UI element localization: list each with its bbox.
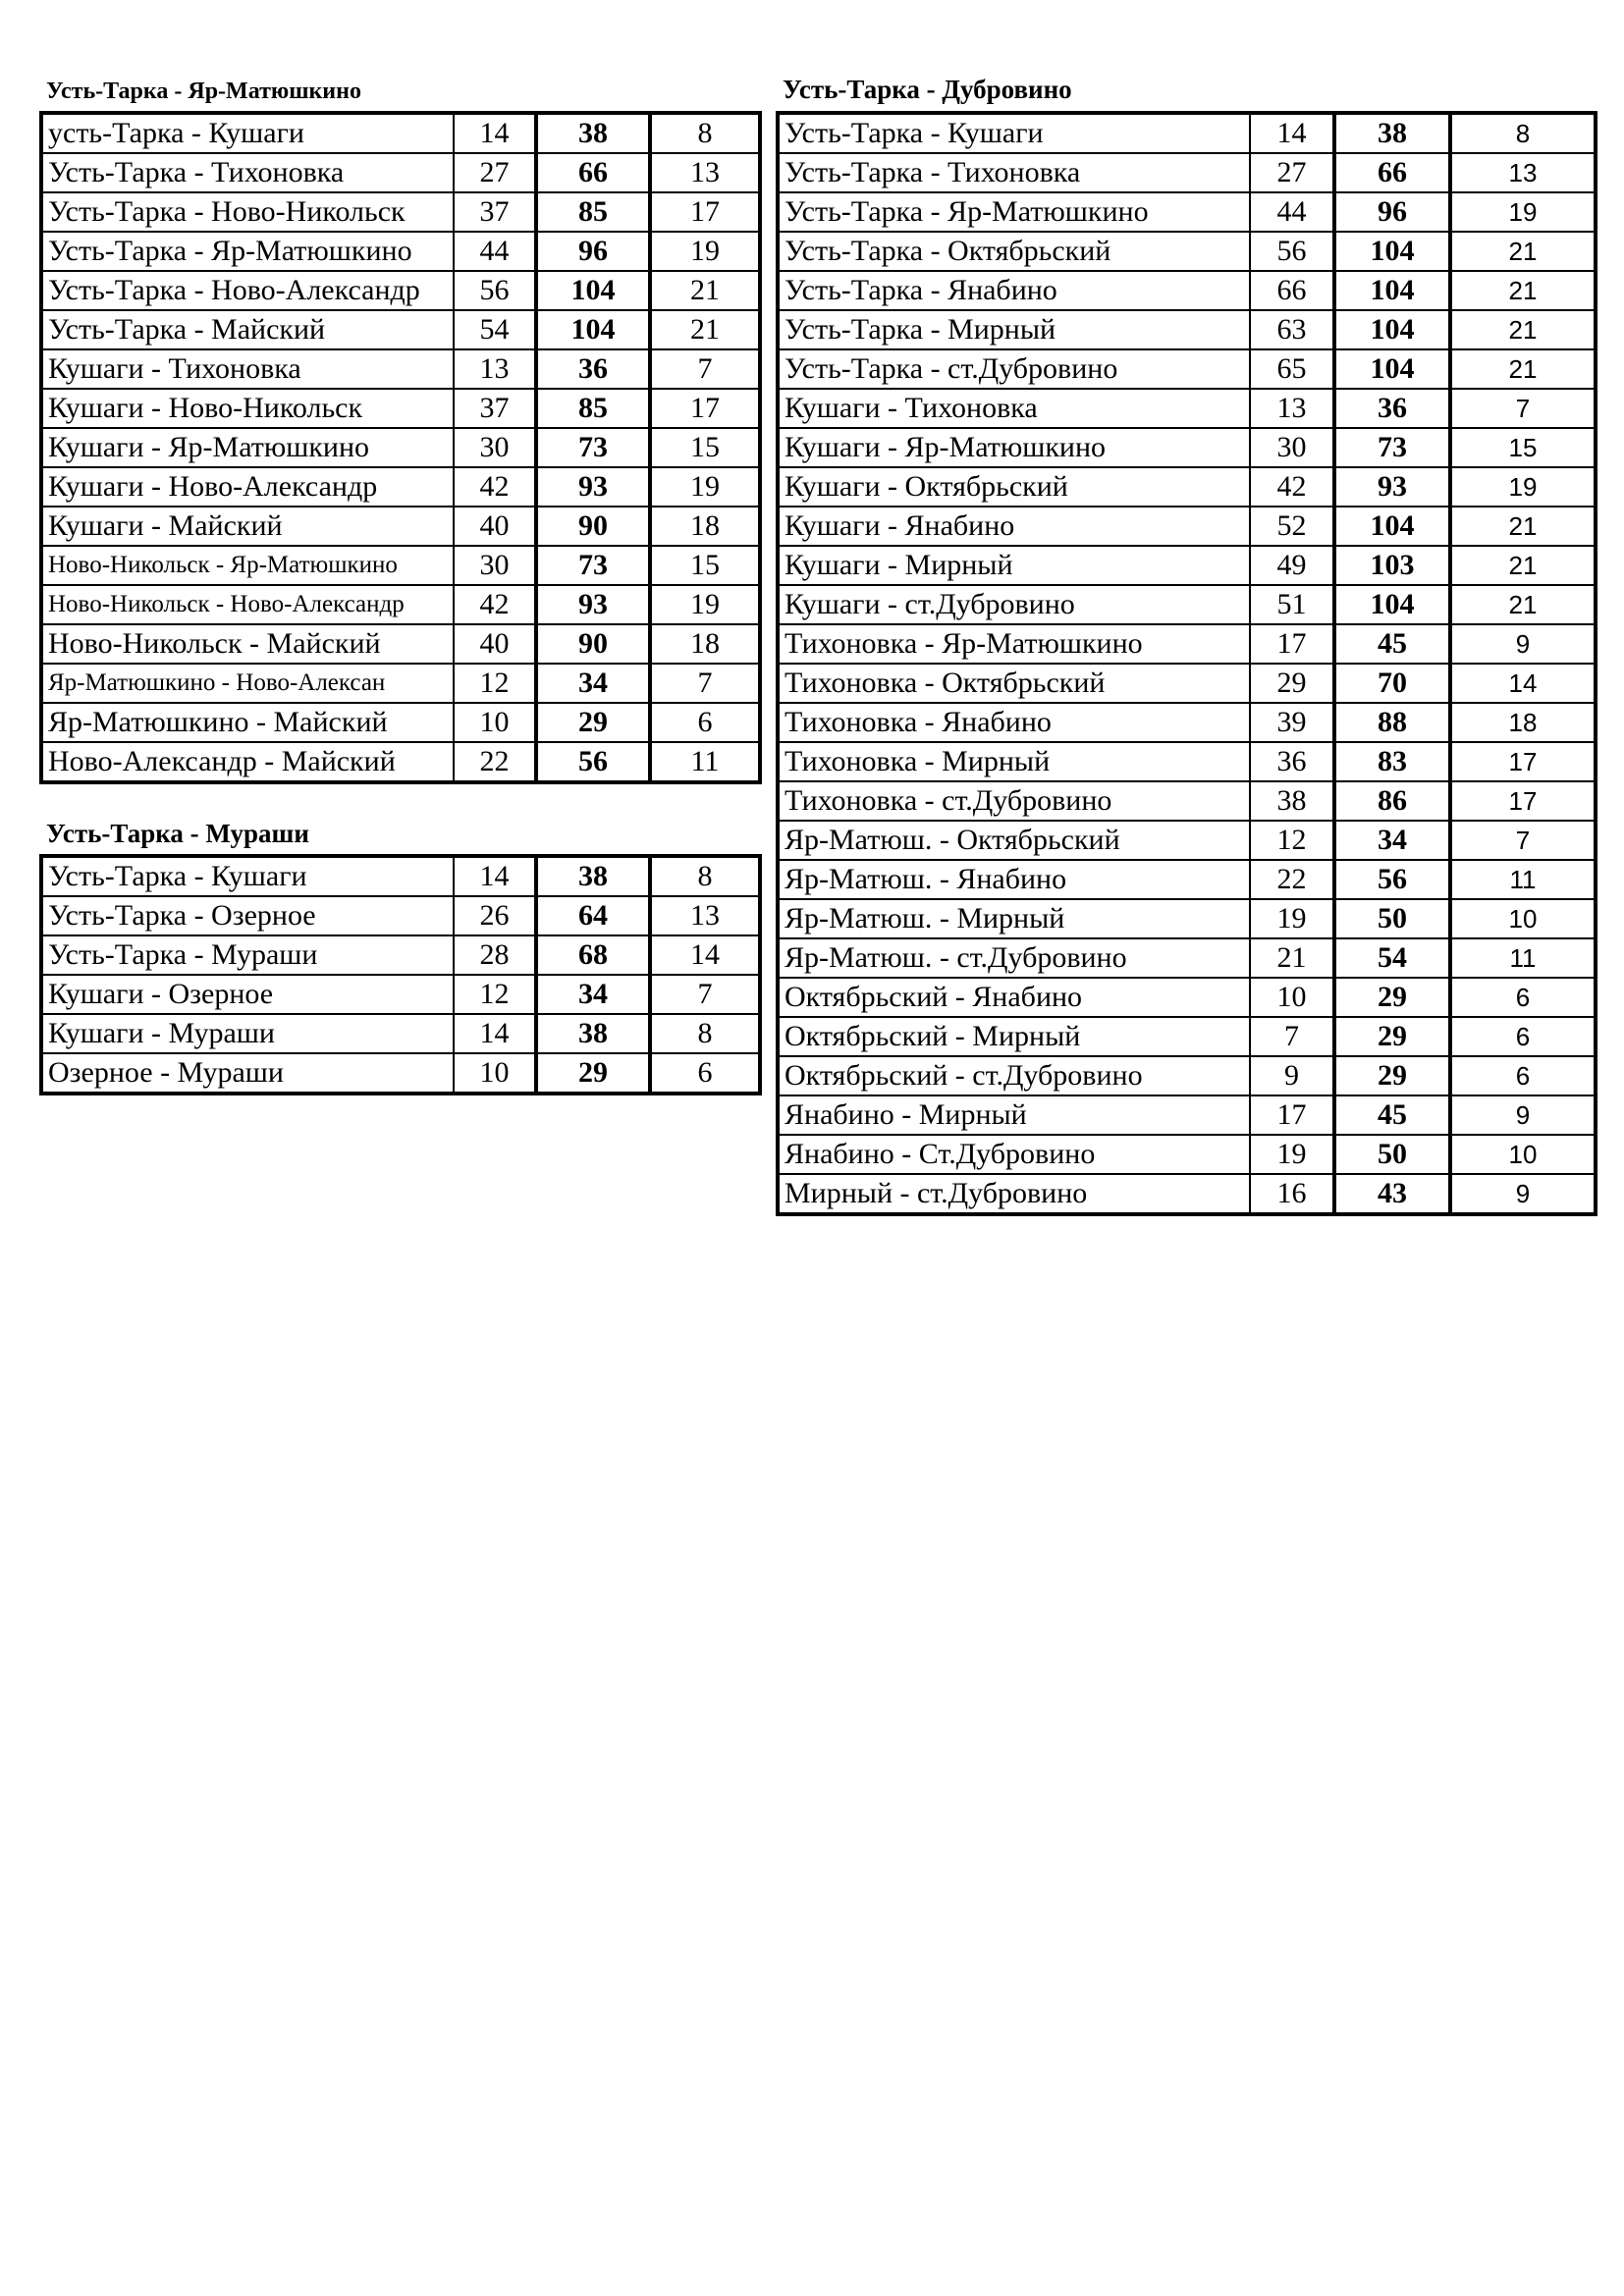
fare-cell: 36 — [1334, 389, 1450, 428]
child-fare-cell: 18 — [1450, 703, 1596, 742]
route-cell: Янабино - Ст.Дубровино — [778, 1135, 1250, 1174]
child-fare-cell: 21 — [1450, 310, 1596, 349]
route-cell: Тихоновка - Яр-Матюшкино — [778, 624, 1250, 664]
route-cell: Ново-Никольск - Яр-Матюшкино — [41, 546, 454, 585]
distance-km-cell: 17 — [1250, 624, 1334, 664]
route-cell: Яр-Матюшкино - Майский — [41, 703, 454, 742]
table-row — [41, 192, 760, 232]
child-fare-cell: 7 — [650, 664, 760, 703]
fare-cell: 73 — [536, 546, 650, 585]
distance-km-cell: 37 — [454, 389, 536, 428]
child-fare-cell: 9 — [1450, 1095, 1596, 1135]
fare-cell: 29 — [1334, 1056, 1450, 1095]
fare-cell: 90 — [536, 624, 650, 664]
fare-cell: 29 — [536, 1053, 650, 1094]
fare-cell: 54 — [1334, 938, 1450, 978]
child-fare-cell: 7 — [1450, 821, 1596, 860]
fare-cell: 34 — [536, 975, 650, 1014]
fare-cell: 104 — [1334, 585, 1450, 624]
table-row — [778, 1095, 1596, 1135]
route-cell: Кушаги - Яр-Матюшкино — [778, 428, 1250, 467]
table-row — [41, 507, 760, 546]
child-fare-cell: 17 — [650, 389, 760, 428]
distance-km-cell: 14 — [454, 113, 536, 153]
fare-cell: 104 — [536, 310, 650, 349]
child-fare-cell: 7 — [1450, 389, 1596, 428]
child-fare-cell: 17 — [1450, 781, 1596, 821]
distance-km-cell: 12 — [454, 975, 536, 1014]
route-cell: Кушаги - Ново-Александр — [41, 467, 454, 507]
distance-km-cell: 56 — [1250, 232, 1334, 271]
distance-km-cell: 51 — [1250, 585, 1334, 624]
table-title-murashi: Усть-Тарка - Мураши — [46, 819, 309, 848]
table-row — [778, 781, 1596, 821]
child-fare-cell: 9 — [1450, 624, 1596, 664]
distance-km-cell: 14 — [454, 1014, 536, 1053]
fare-cell: 50 — [1334, 1135, 1450, 1174]
distance-km-cell: 14 — [454, 856, 536, 896]
distance-km-cell: 63 — [1250, 310, 1334, 349]
fare-cell: 45 — [1334, 624, 1450, 664]
child-fare-cell: 15 — [1450, 428, 1596, 467]
table-row — [778, 938, 1596, 978]
route-cell: Кушаги - Янабино — [778, 507, 1250, 546]
distance-km-cell: 7 — [1250, 1017, 1334, 1056]
route-cell: Усть-Тарка - Мирный — [778, 310, 1250, 349]
table-row — [778, 389, 1596, 428]
route-cell: Ново-Александр - Майский — [41, 742, 454, 782]
child-fare-cell: 15 — [650, 428, 760, 467]
table-row — [778, 899, 1596, 938]
table-row — [778, 703, 1596, 742]
fare-cell: 38 — [536, 113, 650, 153]
table-row — [41, 856, 760, 896]
table-row — [41, 1014, 760, 1053]
child-fare-cell: 14 — [1450, 664, 1596, 703]
table-row — [41, 742, 760, 782]
route-cell: усть-Тарка - Кушаги — [41, 113, 454, 153]
table-title-dubrovino: Усть-Тарка - Дубровино — [783, 75, 1072, 104]
fare-cell: 73 — [1334, 428, 1450, 467]
table-row — [778, 153, 1596, 192]
table-row — [41, 389, 760, 428]
distance-km-cell: 49 — [1250, 546, 1334, 585]
fare-cell: 86 — [1334, 781, 1450, 821]
child-fare-cell: 21 — [1450, 271, 1596, 310]
fare-cell: 104 — [1334, 310, 1450, 349]
fare-cell: 38 — [1334, 113, 1450, 153]
distance-km-cell: 52 — [1250, 507, 1334, 546]
distance-km-cell: 44 — [454, 232, 536, 271]
route-cell: Усть-Тарка - Озерное — [41, 896, 454, 935]
table-row — [778, 271, 1596, 310]
table-row — [778, 664, 1596, 703]
child-fare-cell: 8 — [650, 856, 760, 896]
route-cell: Усть-Тарка - Ново-Никольск — [41, 192, 454, 232]
fare-cell: 90 — [536, 507, 650, 546]
child-fare-cell: 21 — [650, 271, 760, 310]
route-cell: Яр-Матюш. - Янабино — [778, 860, 1250, 899]
fare-table-dubrovino — [776, 111, 1597, 1216]
distance-km-cell: 22 — [1250, 860, 1334, 899]
distance-km-cell: 40 — [454, 507, 536, 546]
fare-cell: 29 — [536, 703, 650, 742]
child-fare-cell: 21 — [1450, 507, 1596, 546]
child-fare-cell: 11 — [1450, 860, 1596, 899]
fare-cell: 104 — [1334, 232, 1450, 271]
fare-cell: 104 — [1334, 271, 1450, 310]
distance-km-cell: 42 — [454, 467, 536, 507]
table-row — [778, 1174, 1596, 1214]
route-cell: Янабино - Мирный — [778, 1095, 1250, 1135]
child-fare-cell: 18 — [650, 624, 760, 664]
table-row — [41, 349, 760, 389]
child-fare-cell: 19 — [1450, 467, 1596, 507]
distance-km-cell: 30 — [454, 428, 536, 467]
fare-cell: 93 — [536, 467, 650, 507]
table-row — [41, 703, 760, 742]
distance-km-cell: 27 — [1250, 153, 1334, 192]
child-fare-cell: 11 — [650, 742, 760, 782]
fare-cell: 70 — [1334, 664, 1450, 703]
table-row — [778, 860, 1596, 899]
route-cell: Усть-Тарка - Тихоновка — [778, 153, 1250, 192]
table-row — [41, 1053, 760, 1094]
route-cell: Кушаги - Ново-Никольск — [41, 389, 454, 428]
fare-cell: 50 — [1334, 899, 1450, 938]
child-fare-cell: 17 — [1450, 742, 1596, 781]
child-fare-cell: 8 — [1450, 113, 1596, 153]
fare-table-murashi — [39, 854, 762, 1095]
fare-cell: 66 — [1334, 153, 1450, 192]
fare-cell: 93 — [1334, 467, 1450, 507]
table-row — [41, 624, 760, 664]
distance-km-cell: 40 — [454, 624, 536, 664]
distance-km-cell: 12 — [1250, 821, 1334, 860]
table-row — [41, 896, 760, 935]
child-fare-cell: 19 — [650, 585, 760, 624]
child-fare-cell: 7 — [650, 349, 760, 389]
fare-cell: 73 — [536, 428, 650, 467]
distance-km-cell: 21 — [1250, 938, 1334, 978]
table-row — [778, 624, 1596, 664]
fare-cell: 66 — [536, 153, 650, 192]
fare-cell: 68 — [536, 935, 650, 975]
distance-km-cell: 17 — [1250, 1095, 1334, 1135]
fare-cell: 96 — [536, 232, 650, 271]
fare-cell: 29 — [1334, 978, 1450, 1017]
distance-km-cell: 38 — [1250, 781, 1334, 821]
child-fare-cell: 6 — [650, 703, 760, 742]
route-cell: Усть-Тарка - Мураши — [41, 935, 454, 975]
distance-km-cell: 42 — [454, 585, 536, 624]
route-cell: Усть-Тарка - Кушаги — [778, 113, 1250, 153]
child-fare-cell: 10 — [1450, 1135, 1596, 1174]
table-row — [41, 546, 760, 585]
child-fare-cell: 17 — [650, 192, 760, 232]
child-fare-cell: 13 — [650, 153, 760, 192]
table-row — [41, 428, 760, 467]
table-title-yar-matyushkino: Усть-Тарка - Яр-Матюшкино — [46, 79, 361, 104]
distance-km-cell: 12 — [454, 664, 536, 703]
table-row — [778, 310, 1596, 349]
fare-cell: 38 — [536, 856, 650, 896]
child-fare-cell: 8 — [650, 113, 760, 153]
route-cell: Яр-Матюш. - Мирный — [778, 899, 1250, 938]
route-cell: Озерное - Мураши — [41, 1053, 454, 1094]
fare-cell: 104 — [1334, 349, 1450, 389]
table-row — [41, 153, 760, 192]
distance-km-cell: 16 — [1250, 1174, 1334, 1214]
distance-km-cell: 37 — [454, 192, 536, 232]
distance-km-cell: 22 — [454, 742, 536, 782]
route-cell: Октябрьский - ст.Дубровино — [778, 1056, 1250, 1095]
route-cell: Усть-Тарка - Майский — [41, 310, 454, 349]
distance-km-cell: 36 — [1250, 742, 1334, 781]
child-fare-cell: 6 — [1450, 978, 1596, 1017]
table-row — [41, 467, 760, 507]
route-cell: Усть-Тарка - Яр-Матюшкино — [41, 232, 454, 271]
child-fare-cell: 13 — [1450, 153, 1596, 192]
table-row — [778, 467, 1596, 507]
distance-km-cell: 10 — [1250, 978, 1334, 1017]
distance-km-cell: 27 — [454, 153, 536, 192]
table-row — [41, 585, 760, 624]
child-fare-cell: 9 — [1450, 1174, 1596, 1214]
fare-cell: 34 — [536, 664, 650, 703]
child-fare-cell: 6 — [650, 1053, 760, 1094]
route-cell: Усть-Тарка - Тихоновка — [41, 153, 454, 192]
route-cell: Кушаги - Тихоновка — [778, 389, 1250, 428]
route-cell: Яр-Матюш. - Октябрьский — [778, 821, 1250, 860]
route-cell: Кушаги - ст.Дубровино — [778, 585, 1250, 624]
fare-cell: 83 — [1334, 742, 1450, 781]
child-fare-cell: 8 — [650, 1014, 760, 1053]
child-fare-cell: 21 — [1450, 585, 1596, 624]
route-cell: Кушаги - Майский — [41, 507, 454, 546]
distance-km-cell: 42 — [1250, 467, 1334, 507]
fare-cell: 96 — [1334, 192, 1450, 232]
table-row — [778, 1056, 1596, 1095]
child-fare-cell: 18 — [650, 507, 760, 546]
fare-cell: 56 — [1334, 860, 1450, 899]
table-row — [41, 113, 760, 153]
distance-km-cell: 56 — [454, 271, 536, 310]
distance-km-cell: 9 — [1250, 1056, 1334, 1095]
route-cell: Кушаги - Яр-Матюшкино — [41, 428, 454, 467]
distance-km-cell: 14 — [1250, 113, 1334, 153]
fare-cell: 93 — [536, 585, 650, 624]
route-cell: Усть-Тарка - Яр-Матюшкино — [778, 192, 1250, 232]
child-fare-cell: 21 — [1450, 232, 1596, 271]
child-fare-cell: 19 — [1450, 192, 1596, 232]
child-fare-cell: 19 — [650, 467, 760, 507]
distance-km-cell: 19 — [1250, 1135, 1334, 1174]
child-fare-cell: 10 — [1450, 899, 1596, 938]
child-fare-cell: 7 — [650, 975, 760, 1014]
table-row — [778, 349, 1596, 389]
child-fare-cell: 21 — [1450, 349, 1596, 389]
distance-km-cell: 19 — [1250, 899, 1334, 938]
distance-km-cell: 30 — [454, 546, 536, 585]
child-fare-cell: 21 — [1450, 546, 1596, 585]
route-cell: Усть-Тарка - Октябрьский — [778, 232, 1250, 271]
fare-cell: 45 — [1334, 1095, 1450, 1135]
distance-km-cell: 13 — [454, 349, 536, 389]
table-row — [41, 975, 760, 1014]
distance-km-cell: 13 — [1250, 389, 1334, 428]
table-row — [778, 546, 1596, 585]
route-cell: Тихоновка - ст.Дубровино — [778, 781, 1250, 821]
fare-cell: 43 — [1334, 1174, 1450, 1214]
fare-cell: 56 — [536, 742, 650, 782]
table-row — [778, 1017, 1596, 1056]
route-cell: Усть-Тарка - Кушаги — [41, 856, 454, 896]
fare-cell: 85 — [536, 192, 650, 232]
route-cell: Кушаги - Тихоновка — [41, 349, 454, 389]
table-row — [41, 310, 760, 349]
fare-cell: 104 — [1334, 507, 1450, 546]
table-row — [778, 1135, 1596, 1174]
distance-km-cell: 44 — [1250, 192, 1334, 232]
route-cell: Кушаги - Мураши — [41, 1014, 454, 1053]
route-cell: Октябрьский - Мирный — [778, 1017, 1250, 1056]
distance-km-cell: 66 — [1250, 271, 1334, 310]
child-fare-cell: 13 — [650, 896, 760, 935]
distance-km-cell: 54 — [454, 310, 536, 349]
child-fare-cell: 19 — [650, 232, 760, 271]
distance-km-cell: 65 — [1250, 349, 1334, 389]
table-row — [778, 232, 1596, 271]
distance-km-cell: 29 — [1250, 664, 1334, 703]
route-cell: Октябрьский - Янабино — [778, 978, 1250, 1017]
route-cell: Мирный - ст.Дубровино — [778, 1174, 1250, 1214]
fare-cell: 29 — [1334, 1017, 1450, 1056]
route-cell: Тихоновка - Октябрьский — [778, 664, 1250, 703]
route-cell: Кушаги - Озерное — [41, 975, 454, 1014]
route-cell: Усть-Тарка - ст.Дубровино — [778, 349, 1250, 389]
table-row — [778, 742, 1596, 781]
distance-km-cell: 30 — [1250, 428, 1334, 467]
table-row — [41, 232, 760, 271]
child-fare-cell: 14 — [650, 935, 760, 975]
fare-cell: 104 — [536, 271, 650, 310]
table-row — [778, 585, 1596, 624]
fare-cell: 38 — [536, 1014, 650, 1053]
route-cell: Тихоновка - Мирный — [778, 742, 1250, 781]
table-row — [778, 978, 1596, 1017]
route-cell: Усть-Тарка - Ново-Александр — [41, 271, 454, 310]
distance-km-cell: 39 — [1250, 703, 1334, 742]
table-row — [778, 192, 1596, 232]
fare-table-yar-matyushkino — [39, 111, 762, 784]
route-cell: Кушаги - Октябрьский — [778, 467, 1250, 507]
route-cell: Яр-Матюшкино - Ново-Алексан — [41, 664, 454, 703]
child-fare-cell: 15 — [650, 546, 760, 585]
child-fare-cell: 21 — [650, 310, 760, 349]
child-fare-cell: 6 — [1450, 1056, 1596, 1095]
table-row — [778, 113, 1596, 153]
fare-cell: 103 — [1334, 546, 1450, 585]
child-fare-cell: 6 — [1450, 1017, 1596, 1056]
route-cell: Яр-Матюш. - ст.Дубровино — [778, 938, 1250, 978]
route-cell: Ново-Никольск - Ново-Александр — [41, 585, 454, 624]
distance-km-cell: 26 — [454, 896, 536, 935]
route-cell: Кушаги - Мирный — [778, 546, 1250, 585]
route-cell: Ново-Никольск - Майский — [41, 624, 454, 664]
table-row — [778, 507, 1596, 546]
route-cell: Усть-Тарка - Янабино — [778, 271, 1250, 310]
distance-km-cell: 10 — [454, 1053, 536, 1094]
fare-cell: 88 — [1334, 703, 1450, 742]
fare-cell: 64 — [536, 896, 650, 935]
route-cell: Тихоновка - Янабино — [778, 703, 1250, 742]
table-row — [41, 935, 760, 975]
distance-km-cell: 28 — [454, 935, 536, 975]
fare-cell: 34 — [1334, 821, 1450, 860]
table-row — [778, 428, 1596, 467]
child-fare-cell: 11 — [1450, 938, 1596, 978]
table-row — [41, 664, 760, 703]
table-row — [778, 821, 1596, 860]
distance-km-cell: 10 — [454, 703, 536, 742]
fare-cell: 85 — [536, 389, 650, 428]
fare-cell: 36 — [536, 349, 650, 389]
table-row — [41, 271, 760, 310]
